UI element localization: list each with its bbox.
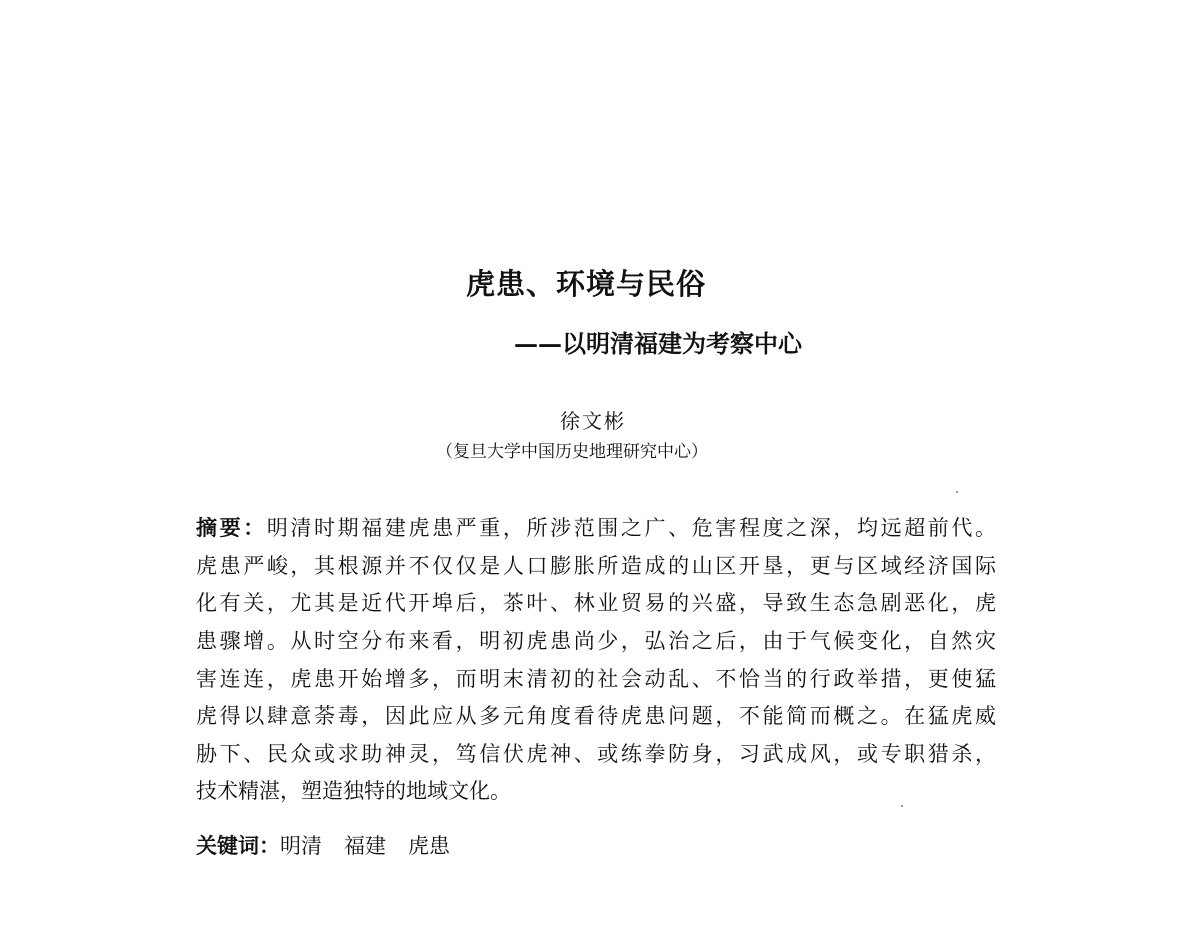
abstract-line: 胁下、民众或求助神灵，笃信伏虎神、或练拳防身，习武成风，或专职猎杀， xyxy=(196,742,996,766)
abstract-line: 技术精湛，塑造独特的地域文化。 xyxy=(196,779,511,803)
scan-speck xyxy=(901,805,903,807)
keyword: 福建 xyxy=(344,834,386,858)
scan-speck xyxy=(956,491,958,493)
abstract-line: 患骤增。从时空分布来看，明初虎患尚少，弘治之后，由于气候变化，自然灾 xyxy=(196,629,996,653)
abstract-line xyxy=(196,512,996,542)
article-title: 虎患、环境与民俗 xyxy=(466,267,707,301)
author-name: 徐文彬 xyxy=(560,409,626,433)
abstract-text: 明清时期福建虎患严重，所涉范围之广、危害程度之深，均远超前代。 xyxy=(266,516,997,540)
abstract-line: 虎患严峻，其根源并不仅仅是人口膨胀所造成的山区开垦，更与区域经济国际 xyxy=(196,554,996,578)
keyword: 明清 xyxy=(280,834,322,858)
abstract-line: 虎得以肆意荼毒，因此应从多元角度看待虎患问题，不能简而概之。在猛虎威 xyxy=(196,704,996,728)
abstract-label: 摘要： xyxy=(196,515,267,540)
article-subtitle: ——以明清福建为考察中心 xyxy=(514,329,802,358)
keywords-label: 关键词： xyxy=(196,833,280,858)
abstract-line: 化有关，尤其是近代开埠后，茶叶、林业贸易的兴盛，导致生态急剧恶化，虎 xyxy=(196,591,996,615)
author-affiliation: （复旦大学中国历史地理研究中心） xyxy=(436,442,708,462)
abstract-line: 害连连，虎患开始增多，而明末清初的社会动乱、不恰当的行政举措，更使猛 xyxy=(196,667,996,691)
keyword: 虎患 xyxy=(408,834,450,858)
keywords xyxy=(196,830,472,860)
